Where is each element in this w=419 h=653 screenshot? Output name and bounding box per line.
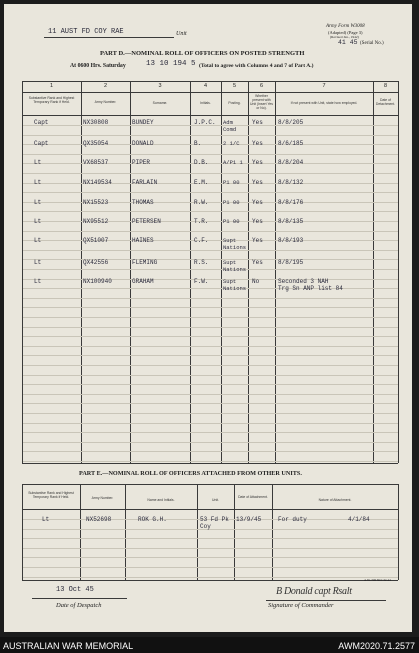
col-header-employed: If not present with Unit, state how employed.	[290, 101, 358, 105]
row-1-initials: J.P.C.	[194, 119, 216, 126]
part-e-title: PART E.—NOMINAL ROLL OF OFFICERS ATTACHED FROM OTHER UNITS.	[79, 470, 302, 477]
col-number-2: 2	[103, 83, 108, 89]
row-5-rank: Lt	[34, 199, 42, 206]
row-7-present: Yes	[252, 237, 263, 244]
row-1-posting: Adm Comd	[223, 119, 237, 133]
row-5-surname: THOMAS	[132, 199, 154, 206]
e-col-header-rank: Substantive Rank and Highest Temporary Rank if Held.	[28, 491, 74, 499]
row-5-posting: P1 00	[223, 199, 240, 206]
row-3-rank: Lt	[34, 159, 42, 166]
row-6-employed: 8/8/135	[278, 218, 304, 225]
commander-signature: B Donald capt Rsalt	[276, 586, 352, 597]
row-2-initials: B.	[194, 140, 202, 147]
e-row-unit: 53 Fd Pk Coy	[200, 516, 229, 530]
e-row-army-number: NX52698	[86, 516, 112, 523]
row-4-rank: Lt	[34, 179, 42, 186]
row-6-posting: P1 00	[223, 218, 240, 225]
document-page	[4, 4, 412, 632]
col-number-1: 1	[49, 83, 54, 89]
row-8-surname: FLEMING	[132, 259, 158, 266]
row-1-rank: Capt	[34, 119, 49, 126]
unit-label: Unit	[176, 31, 187, 37]
row-6-surname: PETERSEN	[132, 218, 161, 225]
row-8-initials: R.S.	[194, 259, 209, 266]
col-header-detachment: Date of Detachment.	[375, 98, 396, 106]
row-7-rank: Lt	[34, 237, 42, 244]
col-number-5: 5	[232, 83, 237, 89]
row-4-posting: P1 00	[223, 179, 240, 186]
row-8-posting: Supt Nations	[223, 259, 247, 273]
form-adapted: (Adapted) (Page 3)	[328, 30, 363, 35]
col-number-3: 3	[158, 83, 162, 89]
row-2-army-number: QX35054	[83, 140, 109, 147]
col-header-present: Whether present with Unit (Insert Yes or No).	[250, 94, 273, 110]
col-number-4: 4	[203, 83, 208, 89]
row-6-army-number: NX95512	[83, 218, 109, 225]
signature-label: Signature of Commander	[268, 602, 334, 609]
row-1-surname: BUNDEY	[132, 119, 154, 126]
col-header-posting: Posting.	[228, 101, 241, 105]
row-4-army-number: NX149534	[83, 179, 112, 186]
serial-label: (Serial No.)	[360, 41, 384, 46]
unit-typed: 11 AUST FD COY RAE	[48, 28, 124, 36]
e-row-name: ROK G.H.	[138, 516, 167, 523]
row-9-detachment: Trg Sn ANP list 84	[278, 285, 343, 292]
row-7-army-number: QX51007	[83, 237, 109, 244]
row-8-army-number: QX42556	[83, 259, 109, 266]
row-4-employed: 8/8/132	[278, 179, 304, 186]
col-header-rank: Substantive Rank and Highest Temporary Rank if Held.	[28, 96, 75, 104]
col-number-8: 8	[383, 83, 388, 89]
e-col-header-army-number: Army Number.	[91, 496, 114, 500]
caption-bar	[0, 637, 419, 653]
row-6-rank: Lt	[34, 218, 42, 225]
e-row-extra: 4/1/84	[348, 516, 370, 523]
col-header-initials: Initials.	[200, 101, 211, 105]
col-number-6: 6	[259, 83, 264, 89]
part-d-title: PART D.—NOMINAL ROLL OF OFFICERS ON POSTED STRENGTH	[100, 50, 305, 57]
row-1-present: Yes	[252, 119, 263, 126]
row-7-posting: Supt Nations	[223, 237, 247, 251]
row-2-employed: 8/6/185	[278, 140, 304, 147]
row-3-present: Yes	[252, 159, 263, 166]
despatch-label: Date of Despatch	[56, 602, 102, 609]
row-3-army-number: VX68537	[83, 159, 109, 166]
form-number: Army Form W3008	[326, 24, 365, 29]
e-row-date: 13/9/45	[236, 516, 262, 523]
row-8-present: Yes	[252, 259, 263, 266]
col-header-army-number: Army Number.	[94, 100, 117, 104]
e-row-rank: Lt	[42, 516, 50, 523]
e-col-header-name: Name and Initials.	[147, 498, 175, 502]
row-9-initials: F.W.	[194, 278, 209, 285]
row-3-posting: A/P1 1	[223, 159, 243, 166]
at-text: At 0600 Hrs. Saturday	[70, 63, 126, 69]
row-9-posting: Supt Nations	[223, 278, 247, 292]
row-4-surname: FARLAIN	[132, 179, 158, 186]
row-5-employed: 8/8/176	[278, 199, 304, 206]
roll-date-typed: 13 10 194 5	[146, 60, 196, 68]
row-6-present: Yes	[252, 218, 263, 225]
row-7-surname: HAINES	[132, 237, 154, 244]
row-7-initials: C.F.	[194, 237, 209, 244]
despatch-date-typed: 13 Oct 45	[56, 586, 94, 594]
row-3-surname: PIPER	[132, 159, 151, 166]
caption-institution: AUSTRALIAN WAR MEMORIAL	[3, 641, 134, 651]
row-1-army-number: NX30808	[83, 119, 109, 126]
row-9-surname: GRAHAM	[132, 278, 154, 285]
row-3-employed: 8/8/204	[278, 159, 304, 166]
row-2-surname: DONALD	[132, 140, 154, 147]
row-4-present: Yes	[252, 179, 263, 186]
row-9-employed: Seconded 3 NAH	[278, 278, 329, 285]
row-5-present: Yes	[252, 199, 263, 206]
form-revised: (Revised Jan., 1942)	[330, 35, 359, 39]
row-5-initials: R.W.	[194, 199, 209, 206]
e-col-header-attachment-date: Date of Attachment.	[238, 495, 268, 499]
e-row-nature: For duty	[278, 516, 307, 523]
col-number-7: 7	[322, 83, 326, 89]
row-9-army-number: NX100940	[83, 278, 112, 285]
row-7-employed: 8/8/193	[278, 237, 304, 244]
row-3-initials: D.B.	[194, 159, 209, 166]
e-col-header-nature: Nature of Attachment.	[318, 498, 352, 502]
col-header-surname: Surname.	[152, 101, 168, 105]
row-2-present: Yes	[252, 140, 263, 147]
caption-accession: AWM2020.71.2577	[338, 641, 415, 651]
row-6-initials: T.R.	[194, 218, 209, 225]
agree-text: (Total to agree with Columns 4 and 7 of Part A.)	[199, 63, 314, 69]
row-5-army-number: NX15523	[83, 199, 109, 206]
row-4-initials: E.M.	[194, 179, 209, 186]
row-1-employed: 8/8/205	[278, 119, 304, 126]
row-2-rank: Capt	[34, 140, 49, 147]
row-2-posting: 2 1/C	[223, 140, 240, 147]
row-9-present: No	[252, 278, 260, 285]
row-8-rank: Lt	[34, 259, 42, 266]
unit-underline	[44, 37, 174, 38]
e-col-header-unit: Unit.	[212, 498, 219, 502]
row-9-rank: Lt	[34, 278, 42, 285]
row-8-employed: 8/8/195	[278, 259, 304, 266]
print-code: A.W. 700 NO: 32-44	[364, 578, 391, 582]
serial-typed: 41 45	[338, 39, 358, 46]
